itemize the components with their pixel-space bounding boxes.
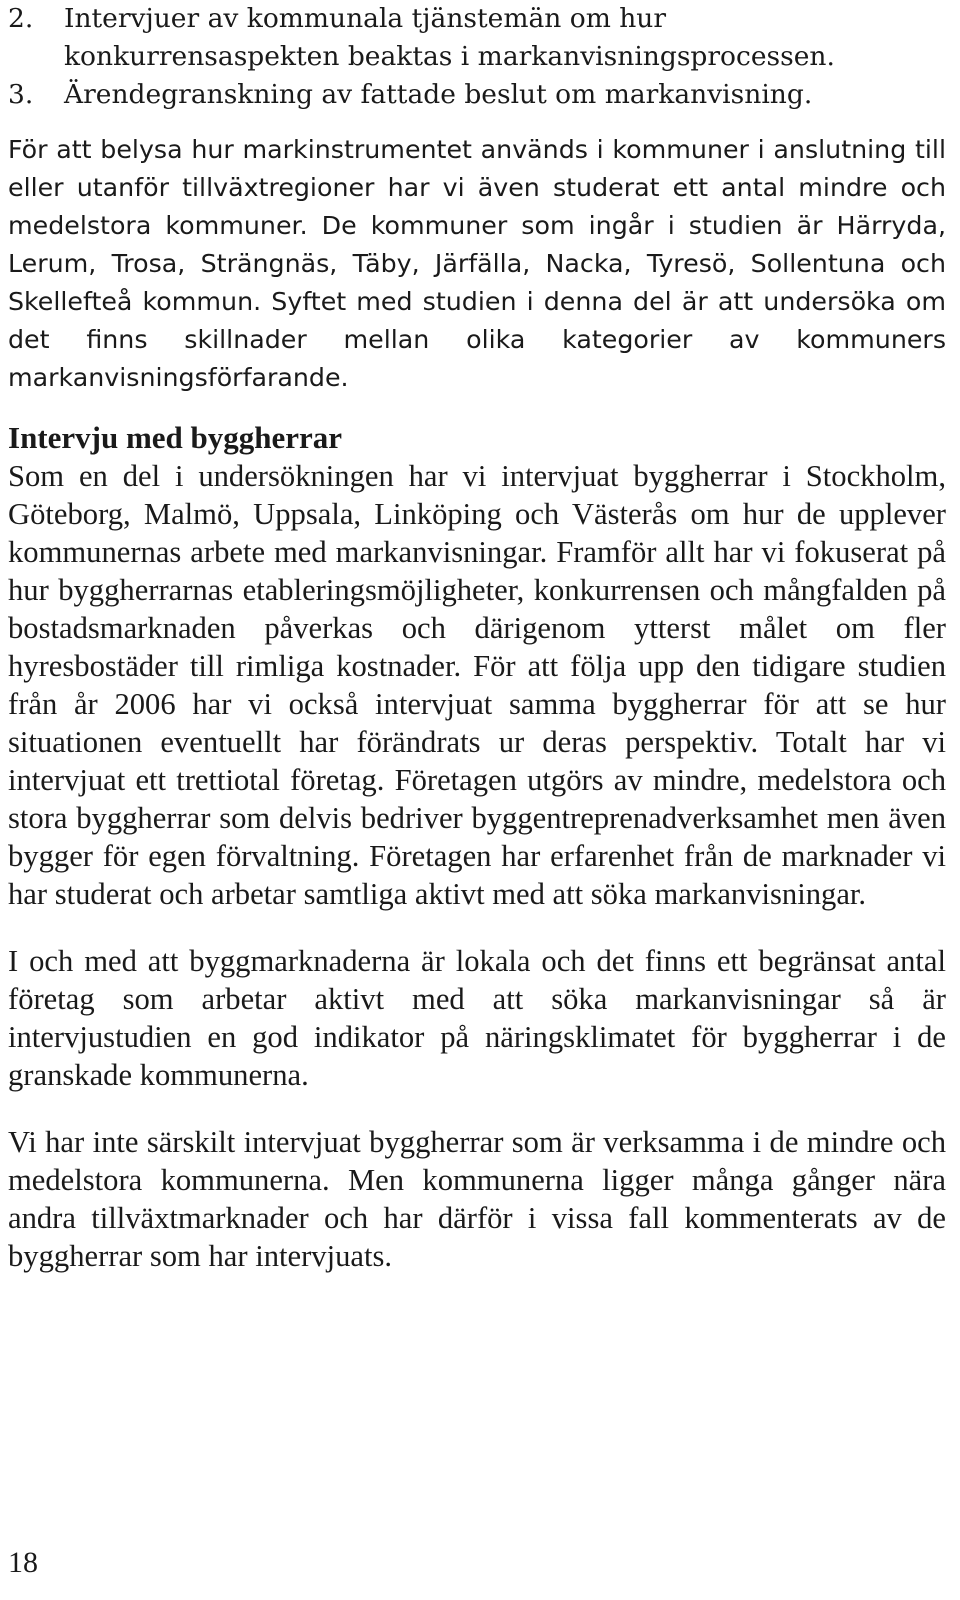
- section-heading: Intervju med byggherrar: [8, 420, 343, 455]
- list-item-text: Intervjuer av kommunala tjänstemän om hur konkurrensaspekten beaktas i markanvisningsprocessen.: [64, 3, 835, 72]
- body-paragraph: Som en del i undersökningen har vi intervjuat byggherrar i Stockholm, Göteborg, Malmö, Uppsala, Linköping och Västerås om hur de upplever kommunernas arbete med markanvisningar. Framför allt har vi fokuserat på hur byggherrarnas etableringsmöjligheter, konkurrensen och mångfalden på bostadsmarknaden påverkas och därigenom ytterst målet om fler hyresbostäder till rimliga kostnader. För att följa upp den tidigare studien från år 2006 har vi också intervjuat samma byggherrar för att se hur situationen eventuellt har förändrats ur deras perspektiv. Totalt har vi intervjuat ett trettiotal företag. Företagen utgörs av mindre, medelstora och stora byggherrar som delvis bedriver byggentreprenadverksamhet men även bygger för egen förvaltning. Företagen har erfarenhet från de marknader vi har studerat och arbetar samtliga aktivt med att söka markanvisningar.: [8, 459, 946, 911]
- method-list: [8, 0, 946, 114]
- list-item: [8, 0, 946, 76]
- document-page: [8, 0, 946, 1275]
- list-item-text: Ärendegranskning av fattade beslut om markanvisning.: [64, 79, 813, 110]
- list-item: [8, 76, 946, 114]
- body-paragraph: Vi har inte särskilt intervjuat byggherrar som är verksamma i de mindre och medelstora kommunerna. Men kommunerna ligger många gånger nära andra tillväxtmarknader och har därför i vissa fall kommenterats av de byggherrar som har intervjuats.: [8, 1125, 946, 1273]
- body-paragraph: I och med att byggmarknaderna är lokala och det finns ett begränsat antal företag som arbetar aktivt med att söka markanvisningar så är intervjustudien en god indikator på näringsklimatet för byggherrar i de granskade kommunerna.: [8, 944, 946, 1092]
- page-number: 18: [8, 1546, 38, 1579]
- list-item-number: 2.: [8, 3, 34, 34]
- municipalities-paragraph: För att belysa hur markinstrumentet används i kommuner i anslutning till eller utanför tillväxtregioner har vi även studerat ett antal mindre och medelstora kommuner. De kommuner som ingår i studien är Härryda, Lerum, Trosa, Strängnäs, Täby, Järfälla, Nacka, Tyresö, Sollentuna och Skellefteå kommun. Syftet med studien i denna del är att undersöka om det finns skillnader mellan olika kategorier av kommuners markanvisningsförfarande.: [8, 135, 946, 392]
- list-item-number: 3.: [8, 79, 34, 110]
